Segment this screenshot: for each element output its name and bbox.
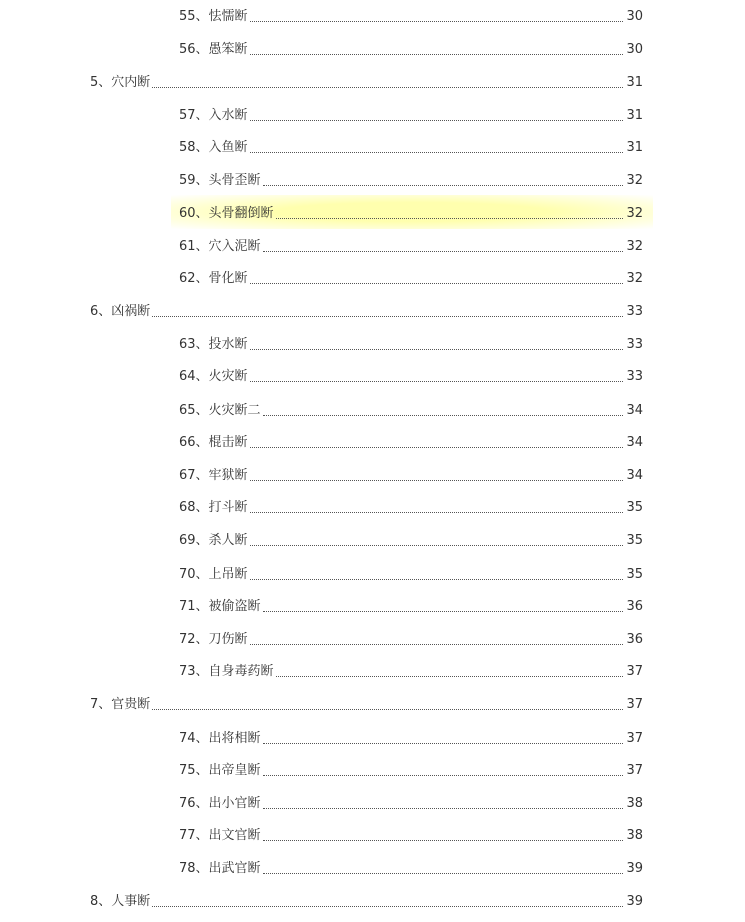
toc-entry[interactable] (179, 398, 643, 420)
toc-entry-label: 59、头骨歪断 (179, 173, 261, 188)
toc-page-number: 38 (626, 828, 643, 843)
toc-page-number: 37 (626, 664, 643, 679)
toc-entry[interactable] (179, 659, 643, 681)
toc-entry[interactable] (179, 791, 643, 813)
toc-entry-label: 72、刀伤断 (179, 632, 248, 647)
toc-entry[interactable] (179, 332, 643, 354)
toc-page-number: 32 (626, 173, 643, 188)
toc-page-number: 32 (626, 239, 643, 254)
toc-page-number: 30 (626, 42, 643, 57)
dot-leader (250, 643, 624, 645)
dot-leader (263, 250, 624, 252)
toc-entry[interactable] (179, 4, 643, 26)
toc-entry[interactable] (179, 168, 643, 190)
toc-entry[interactable] (179, 364, 643, 386)
toc-page-number: 37 (626, 763, 643, 778)
dot-leader (152, 708, 623, 710)
dot-leader (263, 184, 624, 186)
toc-entry-label: 58、入鱼断 (179, 140, 248, 155)
toc-entry-label: 56、愚笨断 (179, 42, 248, 57)
toc-page-number: 33 (626, 304, 643, 319)
toc-entry-label: 69、杀人断 (179, 533, 248, 548)
toc-page-number: 38 (626, 796, 643, 811)
dot-leader (263, 610, 624, 612)
toc-entry-label: 57、入水断 (179, 108, 248, 123)
toc-entry-label: 75、出帝皇断 (179, 763, 261, 778)
toc-entry-label: 76、出小官断 (179, 796, 261, 811)
toc-page-number: 39 (626, 861, 643, 876)
toc-entry[interactable] (179, 594, 643, 616)
dot-leader (263, 414, 624, 416)
toc-entry-label: 61、穴入泥断 (179, 239, 261, 254)
toc-entry-highlighted[interactable] (179, 201, 643, 223)
toc-entry-label: 70、上吊断 (179, 567, 248, 582)
toc-entry-label: 78、出武官断 (179, 861, 261, 876)
toc-page-number: 37 (626, 697, 643, 712)
toc-page-number: 37 (626, 731, 643, 746)
dot-leader (276, 217, 624, 219)
toc-page-number: 36 (626, 632, 643, 647)
dot-leader (276, 675, 624, 677)
toc-entry-label: 5、穴内断 (90, 75, 151, 90)
dot-leader (250, 348, 624, 350)
dot-leader (263, 839, 624, 841)
toc-page-number: 34 (626, 403, 643, 418)
toc-entry-label: 60、头骨翻倒断 (179, 206, 274, 221)
toc-page-number: 31 (626, 75, 643, 90)
toc-page-number: 32 (626, 206, 643, 221)
toc-entry[interactable] (179, 562, 643, 584)
toc-chapter-entry[interactable] (90, 692, 643, 714)
toc-chapter-entry[interactable] (90, 70, 643, 92)
toc-entry[interactable] (179, 528, 643, 550)
dot-leader (250, 544, 624, 546)
dot-leader (152, 315, 623, 317)
toc-entry-label: 71、被偷盗断 (179, 599, 261, 614)
toc-entry-label: 74、出将相断 (179, 731, 261, 746)
toc-page-number: 35 (626, 567, 643, 582)
toc-entry[interactable] (179, 37, 643, 59)
toc-chapter-entry[interactable] (90, 299, 643, 321)
toc-entry-label: 7、官贵断 (90, 697, 151, 712)
toc-entry-label: 6、凶祸断 (90, 304, 151, 319)
toc-page-number: 35 (626, 533, 643, 548)
toc-entry-label: 55、怯懦断 (179, 9, 248, 24)
toc-entry[interactable] (179, 726, 643, 748)
toc-entry[interactable] (179, 495, 643, 517)
toc-entry[interactable] (179, 430, 643, 452)
toc-page-number: 31 (626, 140, 643, 155)
toc-entry[interactable] (179, 758, 643, 780)
dot-leader (250, 479, 624, 481)
toc-entry[interactable] (179, 234, 643, 256)
toc-page-number: 39 (626, 894, 643, 909)
dot-leader (152, 905, 623, 907)
dot-leader (263, 742, 624, 744)
toc-page-number: 32 (626, 271, 643, 286)
dot-leader (263, 774, 624, 776)
toc-entry[interactable] (179, 463, 643, 485)
toc-page-number: 30 (626, 9, 643, 24)
toc-entry[interactable] (179, 135, 643, 157)
dot-leader (250, 151, 624, 153)
toc-entry[interactable] (179, 103, 643, 125)
dot-leader (250, 380, 624, 382)
toc-page-number: 35 (626, 500, 643, 515)
toc-page-number: 33 (626, 369, 643, 384)
toc-page-number: 34 (626, 435, 643, 450)
toc-entry-label: 68、打斗断 (179, 500, 248, 515)
toc-entry[interactable] (179, 627, 643, 649)
dot-leader (152, 86, 623, 88)
toc-page-number: 31 (626, 108, 643, 123)
dot-leader (263, 872, 624, 874)
dot-leader (250, 282, 624, 284)
dot-leader (250, 578, 624, 580)
toc-entry[interactable] (179, 266, 643, 288)
dot-leader (250, 20, 624, 22)
toc-entry-label: 62、骨化断 (179, 271, 248, 286)
dot-leader (250, 119, 624, 121)
toc-page-number: 36 (626, 599, 643, 614)
toc-chapter-entry[interactable] (90, 889, 643, 911)
toc-entry-label: 8、人事断 (90, 894, 151, 909)
toc-page-number: 33 (626, 337, 643, 352)
toc-entry-label: 73、自身毒药断 (179, 664, 274, 679)
toc-entry[interactable] (179, 856, 643, 878)
toc-page-number: 34 (626, 468, 643, 483)
toc-entry-label: 77、出文官断 (179, 828, 261, 843)
dot-leader (250, 511, 624, 513)
dot-leader (250, 53, 624, 55)
toc-entry-label: 67、牢狱断 (179, 468, 248, 483)
toc-entry[interactable] (179, 823, 643, 845)
toc-entry-label: 66、棍击断 (179, 435, 248, 450)
toc-entry-label: 65、火灾断二 (179, 403, 261, 418)
dot-leader (250, 446, 624, 448)
dot-leader (263, 807, 624, 809)
toc-entry-label: 64、火灾断 (179, 369, 248, 384)
toc-entry-label: 63、投水断 (179, 337, 248, 352)
